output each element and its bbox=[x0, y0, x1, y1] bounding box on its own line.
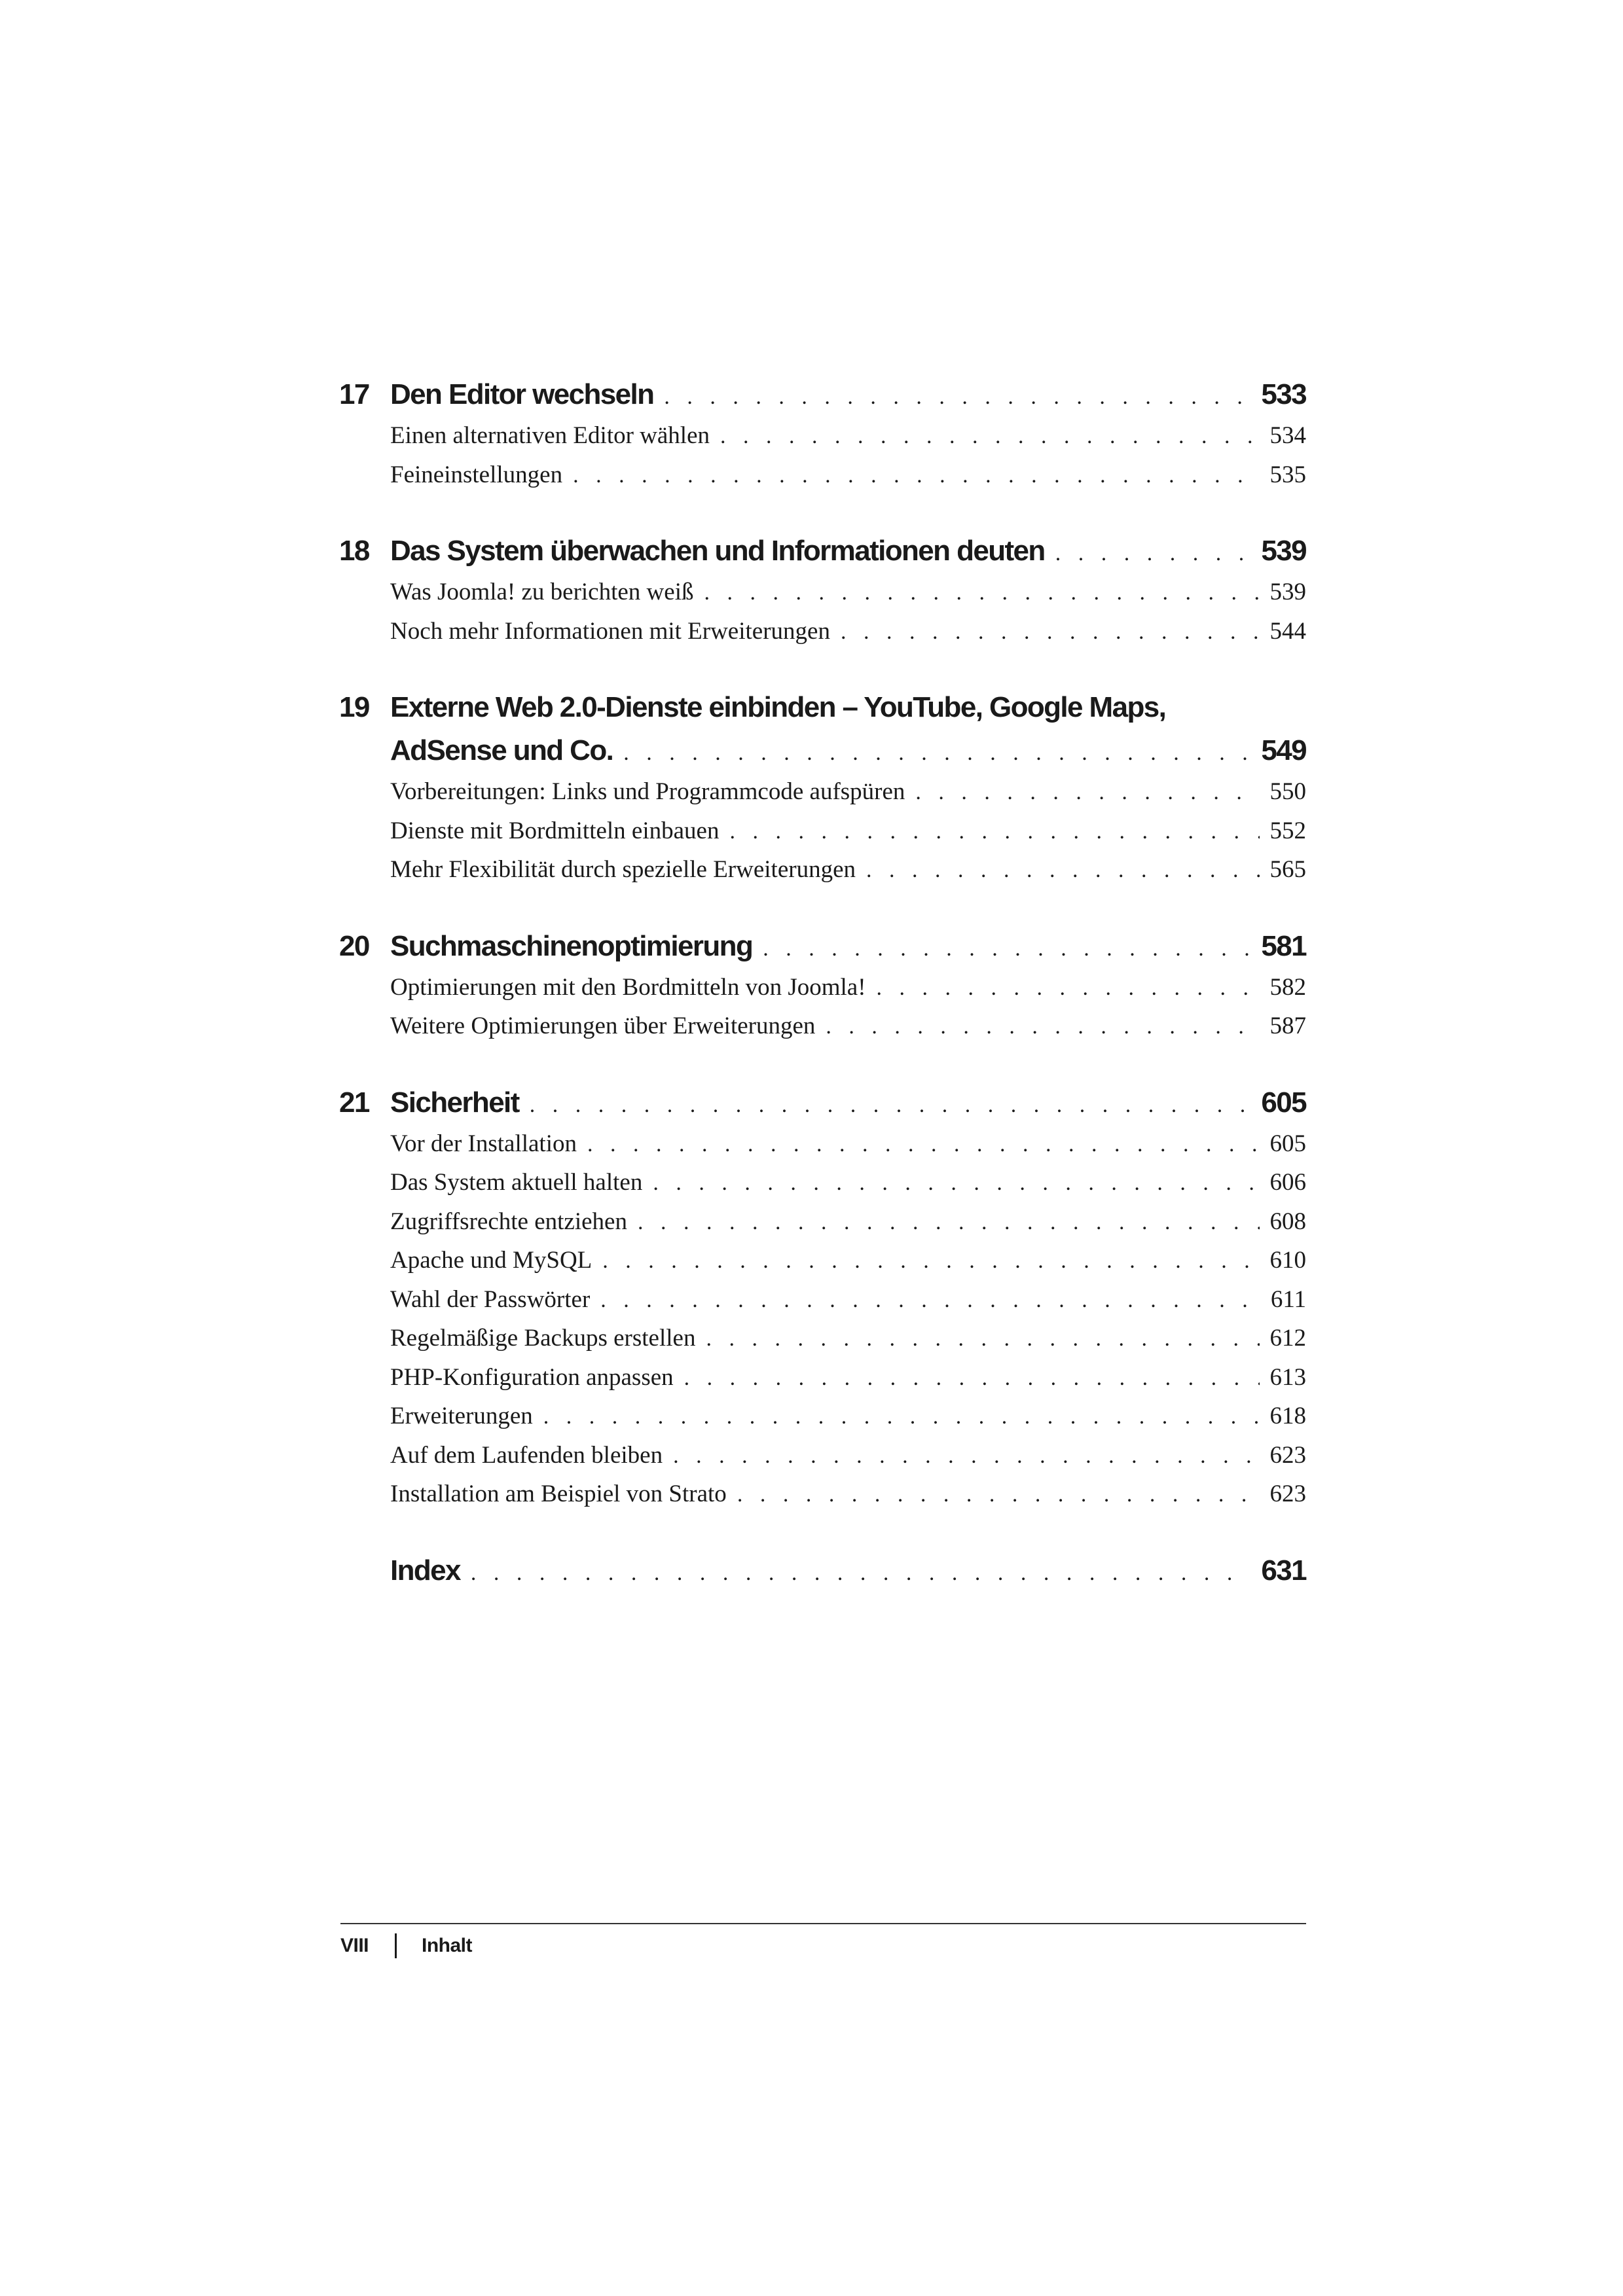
dot-leader bbox=[841, 620, 1260, 645]
section-page: 623 bbox=[1269, 1480, 1306, 1507]
section-title: PHP-Konfiguration anpassen bbox=[390, 1363, 674, 1391]
dot-leader bbox=[706, 1327, 1259, 1352]
section-entry[interactable] bbox=[390, 1441, 1306, 1480]
chapter-page: 533 bbox=[1261, 378, 1306, 410]
section-page: 535 bbox=[1269, 461, 1306, 488]
dot-leader bbox=[737, 1482, 1260, 1507]
section-entry[interactable] bbox=[390, 778, 1306, 817]
chapter-heading-line2[interactable] bbox=[340, 734, 1306, 778]
section-title: Dienste mit Bordmitteln einbauen bbox=[390, 817, 720, 844]
section-page: 610 bbox=[1269, 1247, 1306, 1274]
dot-leader bbox=[704, 581, 1259, 605]
section-entry[interactable] bbox=[390, 1402, 1306, 1441]
section-entry[interactable] bbox=[390, 1324, 1306, 1363]
section-page: 534 bbox=[1269, 422, 1306, 449]
section-entry[interactable] bbox=[390, 1168, 1306, 1208]
section-entry[interactable] bbox=[390, 1130, 1306, 1169]
chapter-number: 19 bbox=[339, 691, 369, 723]
index-page: 631 bbox=[1261, 1554, 1306, 1587]
footer-separator bbox=[395, 1933, 397, 1958]
index-heading[interactable] bbox=[340, 1554, 1306, 1598]
section-page: 608 bbox=[1269, 1208, 1306, 1235]
page-footer bbox=[340, 1923, 1306, 1958]
chapter-heading[interactable] bbox=[340, 930, 1306, 973]
section-title: Optimierungen mit den Bordmitteln von Joomla! bbox=[390, 973, 866, 1001]
running-head: Inhalt bbox=[422, 1935, 473, 1956]
dot-leader bbox=[573, 463, 1259, 488]
chapter-heading[interactable] bbox=[340, 535, 1306, 578]
section-title: Wahl der Passwörter bbox=[390, 1285, 591, 1313]
section-title: Das System aktuell halten bbox=[390, 1169, 643, 1196]
chapter-heading[interactable] bbox=[340, 378, 1306, 422]
dot-leader bbox=[720, 424, 1259, 449]
dot-leader bbox=[664, 385, 1250, 410]
section-title: Weitere Optimierungen über Erweiterungen bbox=[390, 1013, 816, 1039]
section-page: 552 bbox=[1269, 817, 1306, 844]
section-title: Was Joomla! zu berichten weiß bbox=[390, 579, 694, 605]
chapter-number: 18 bbox=[339, 535, 369, 567]
chapter-21 bbox=[340, 1086, 1306, 1519]
section-title: Vor der Installation bbox=[390, 1130, 577, 1157]
section-title: Regelmäßige Backups erstellen bbox=[390, 1325, 696, 1352]
section-page: 582 bbox=[1269, 973, 1306, 1001]
chapter-number: 17 bbox=[339, 378, 369, 410]
section-entry[interactable] bbox=[390, 422, 1306, 461]
dot-leader bbox=[826, 1014, 1259, 1039]
dot-leader bbox=[587, 1132, 1260, 1157]
chapter-19 bbox=[340, 691, 1306, 895]
chapter-title-line1: Externe Web 2.0-Dienste einbinden – YouTube, Google Maps, bbox=[390, 691, 1166, 723]
section-entry[interactable] bbox=[390, 461, 1306, 500]
section-page: 605 bbox=[1269, 1130, 1306, 1157]
dot-leader bbox=[684, 1366, 1260, 1391]
section-page: 606 bbox=[1269, 1169, 1306, 1196]
table-of-contents bbox=[340, 378, 1306, 1633]
section-entry[interactable] bbox=[390, 973, 1306, 1013]
chapter-20 bbox=[340, 930, 1306, 1051]
dot-leader bbox=[729, 819, 1259, 844]
chapter-title: Den Editor wechseln bbox=[390, 378, 654, 410]
section-entry[interactable] bbox=[390, 1480, 1306, 1519]
section-page: 612 bbox=[1269, 1325, 1306, 1352]
section-entry[interactable] bbox=[390, 855, 1306, 895]
chapter-page: 581 bbox=[1261, 929, 1306, 962]
section-page: 565 bbox=[1269, 856, 1306, 883]
section-page: 618 bbox=[1269, 1403, 1306, 1429]
dot-leader bbox=[877, 976, 1260, 1001]
section-entry[interactable] bbox=[390, 1285, 1306, 1325]
dot-leader bbox=[653, 1171, 1259, 1196]
section-title: Einen alternativen Editor wählen bbox=[390, 422, 710, 449]
section-entry[interactable] bbox=[390, 1363, 1306, 1403]
dot-leader bbox=[543, 1405, 1260, 1429]
chapter-page: 539 bbox=[1261, 535, 1306, 567]
dot-leader bbox=[866, 858, 1260, 883]
chapter-heading-line1[interactable] bbox=[340, 691, 1306, 734]
chapter-number: 21 bbox=[339, 1086, 369, 1119]
section-title: Apache und MySQL bbox=[390, 1247, 593, 1274]
dot-leader bbox=[600, 1288, 1260, 1313]
section-title: Erweiterungen bbox=[390, 1403, 533, 1429]
section-page: 587 bbox=[1269, 1013, 1306, 1039]
section-title: Noch mehr Informationen mit Erweiterungen bbox=[390, 617, 830, 645]
dot-leader bbox=[530, 1093, 1251, 1118]
section-entry[interactable] bbox=[390, 578, 1306, 617]
section-title: Vorbereitungen: Links und Programmcode aufspüren bbox=[390, 778, 905, 805]
dot-leader bbox=[673, 1444, 1259, 1469]
section-page: 613 bbox=[1269, 1363, 1306, 1391]
dot-leader bbox=[763, 937, 1250, 961]
section-page: 544 bbox=[1269, 617, 1306, 645]
chapter-page: 605 bbox=[1261, 1086, 1306, 1119]
chapter-title: Suchmaschinenoptimierung bbox=[390, 929, 753, 962]
section-entry[interactable] bbox=[390, 1012, 1306, 1051]
section-entry[interactable] bbox=[390, 817, 1306, 856]
section-title: Auf dem Laufenden bleiben bbox=[390, 1441, 663, 1469]
section-title: Zugriffsrechte entziehen bbox=[390, 1208, 627, 1235]
chapter-title: Das System überwachen und Informationen deuten bbox=[390, 535, 1045, 567]
section-page: 611 bbox=[1270, 1285, 1306, 1313]
dot-leader bbox=[915, 780, 1259, 805]
dot-leader bbox=[471, 1561, 1250, 1586]
chapter-number: 20 bbox=[339, 929, 369, 962]
section-page: 623 bbox=[1269, 1441, 1306, 1469]
chapter-17 bbox=[340, 378, 1306, 499]
dot-leader bbox=[1055, 541, 1251, 566]
section-entry[interactable] bbox=[390, 617, 1306, 656]
section-title: Feineinstellungen bbox=[390, 461, 563, 488]
chapter-title: Sicherheit bbox=[390, 1086, 519, 1119]
section-entry[interactable] bbox=[390, 1246, 1306, 1285]
chapter-18 bbox=[340, 535, 1306, 656]
section-page: 539 bbox=[1269, 579, 1306, 605]
section-title: Installation am Beispiel von Strato bbox=[390, 1480, 727, 1507]
page-number: VIII bbox=[340, 1935, 369, 1956]
section-entry[interactable] bbox=[390, 1208, 1306, 1247]
section-page: 550 bbox=[1269, 778, 1306, 805]
section-title: Mehr Flexibilität durch spezielle Erweiterungen bbox=[390, 856, 856, 883]
dot-leader bbox=[638, 1210, 1260, 1235]
chapter-title-line2: AdSense und Co. bbox=[390, 734, 613, 766]
dot-leader bbox=[623, 741, 1250, 766]
index-entry bbox=[340, 1554, 1306, 1598]
chapter-heading[interactable] bbox=[340, 1086, 1306, 1130]
dot-leader bbox=[602, 1249, 1259, 1274]
chapter-page: 549 bbox=[1261, 734, 1306, 766]
index-title: Index bbox=[390, 1554, 460, 1587]
